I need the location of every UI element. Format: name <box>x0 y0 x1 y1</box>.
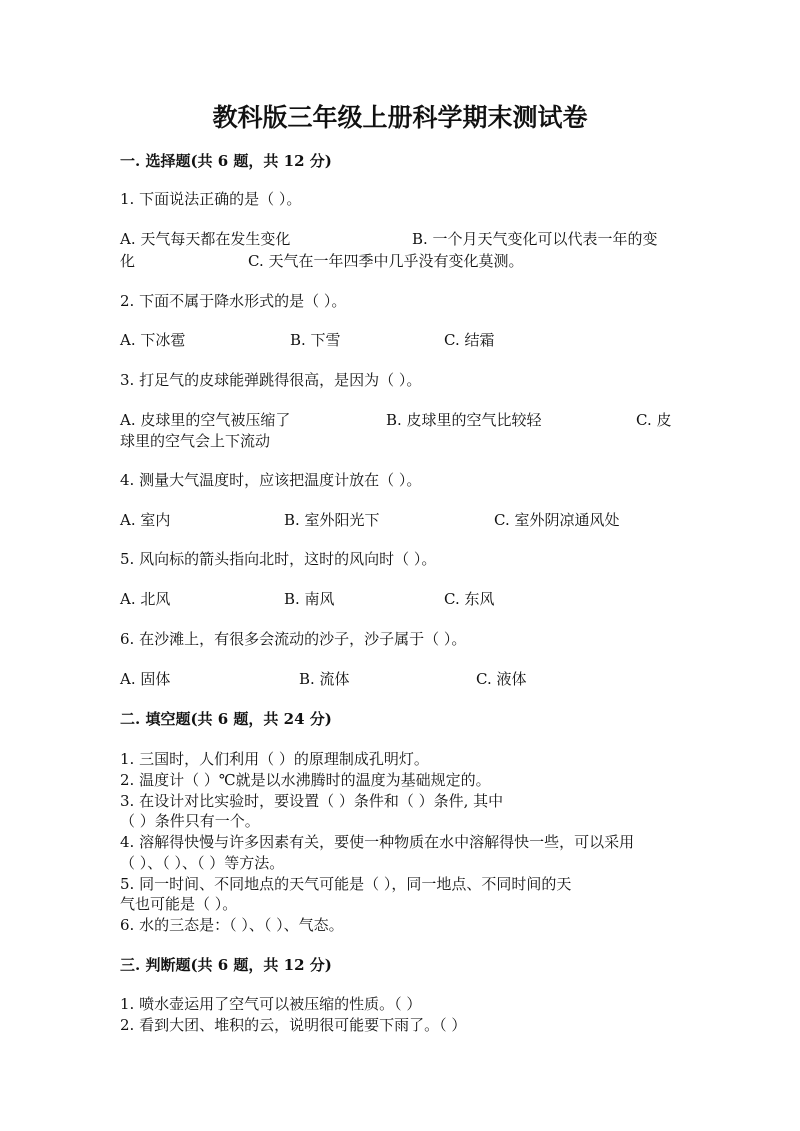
judge-line: 2. 看到大团、堆积的云，说明很可能要下雨了。（ ） <box>120 1016 467 1034</box>
option: A. 天气每天都在发生变化 <box>120 230 291 248</box>
fill-line: 1. 三国时，人们利用（ ）的原理制成孔明灯。 <box>120 750 429 768</box>
question-stem: 3. 打足气的皮球能弹跳得很高，是因为（ ）。 <box>120 371 422 389</box>
question-stem: 4. 测量大气温度时，应该把温度计放在（ ）。 <box>120 471 422 489</box>
section-heading: 一. 选择题(共 6 题，共 12 分) <box>120 152 332 170</box>
option: C. 室外阴凉通风处 <box>494 511 620 529</box>
option: A. 室内 <box>120 511 171 529</box>
option: B. 室外阳光下 <box>284 511 380 529</box>
option: C. 结霜 <box>444 331 495 349</box>
question-stem: 5. 风向标的箭头指向北时，这时的风向时（ ）。 <box>120 550 437 568</box>
fill-line: 5. 同一时间、不同地点的天气可能是（ ），同一地点、不同时间的天 <box>120 875 572 893</box>
question-stem: 1. 下面说法正确的是（ ）。 <box>120 190 302 208</box>
option: A. 下冰雹 <box>120 331 186 349</box>
option: B. 下雪 <box>290 331 341 349</box>
option: A. 北风 <box>120 590 171 608</box>
option: B. 南风 <box>284 590 335 608</box>
fill-line: 3. 在设计对比实验时，要设置（ ）条件和（ ）条件, 其中 <box>120 792 504 810</box>
option: A. 固体 <box>120 670 171 688</box>
option: C. 东风 <box>444 590 495 608</box>
fill-line: （ ）、（ ）、（ ）等方法。 <box>120 854 285 872</box>
option: B. 一个月天气变化可以代表一年的变 <box>412 230 658 248</box>
option: 化 <box>120 252 136 270</box>
option: B. 皮球里的空气比较轻 <box>386 411 542 429</box>
page-title: 教科版三年级上册科学期末测试卷 <box>212 103 588 132</box>
fill-line: 2. 温度计（ ）℃就是以水沸腾时的温度为基础规定的。 <box>120 771 491 789</box>
section-heading: 二. 填空题(共 6 题，共 24 分) <box>120 710 332 728</box>
fill-line: 气也可能是（ ）。 <box>120 895 238 913</box>
fill-line: （ ）条件只有一个。 <box>120 812 260 830</box>
question-stem: 6. 在沙滩上，有很多会流动的沙子，沙子属于（ ）。 <box>120 630 467 648</box>
option: B. 流体 <box>299 670 350 688</box>
judge-line: 1. 喷水壶运用了空气可以被压缩的性质。（ ） <box>120 995 422 1013</box>
section-heading: 三. 判断题(共 6 题，共 12 分) <box>120 956 332 974</box>
fill-line: 6. 水的三态是：（ ）、（ ）、气态。 <box>120 916 344 934</box>
option: A. 皮球里的空气被压缩了 <box>120 411 291 429</box>
option: 球里的空气会上下流动 <box>120 432 271 450</box>
option: C. 天气在一年四季中几乎没有变化莫测。 <box>248 252 524 270</box>
fill-line: 4. 溶解得快慢与许多因素有关，要使一种物质在水中溶解得快一些，可以采用 <box>120 833 635 851</box>
question-stem: 2. 下面不属于降水形式的是（ ）。 <box>120 292 347 310</box>
option: C. 液体 <box>476 670 527 688</box>
option: C. 皮 <box>636 411 672 429</box>
